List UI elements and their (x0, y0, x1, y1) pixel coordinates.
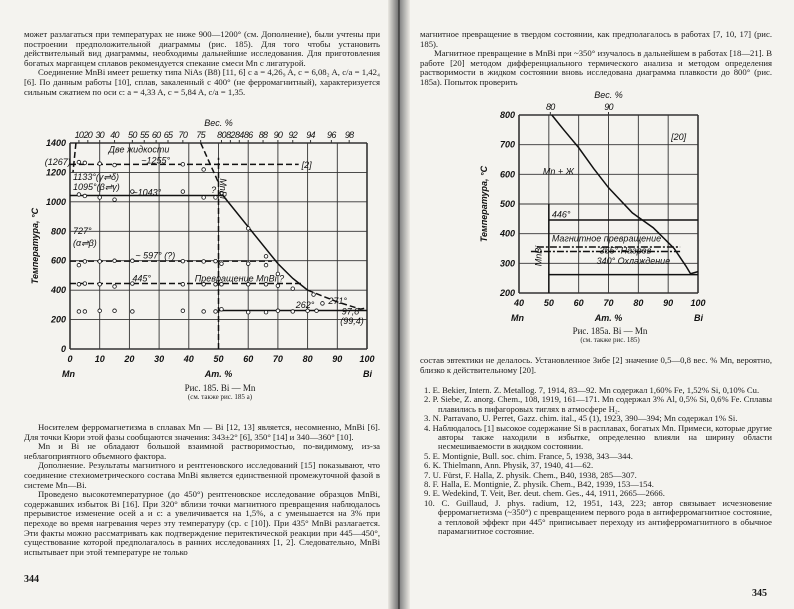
reference-item: 1. E. Bekier, Intern. Z. Metallog. 7, 1914, 83—92. Mn содержал 1,60% Fe, 1,52% Si, 0,10% Cu. (424, 385, 760, 395)
data-point (83, 310, 87, 314)
y-tick-label: 600 (499, 169, 515, 180)
top-tick-label: 70 (178, 130, 188, 140)
data-point (131, 259, 135, 263)
data-point (77, 193, 81, 197)
top-tick-label: 86 (243, 130, 253, 140)
y-axis-title: Температура, °C (479, 165, 489, 243)
x-tick-label: 60 (573, 298, 584, 308)
top-tick-label: 80 (217, 130, 226, 140)
x-tick-label: 100 (690, 298, 706, 308)
y-tick-label: 200 (50, 314, 66, 325)
data-point (113, 285, 117, 289)
caption-sub: (см. также рис. 185) (580, 336, 640, 344)
data-point (246, 262, 250, 266)
y-tick-label: 1200 (45, 167, 66, 178)
data-point (181, 309, 185, 313)
top-tick-label: 60 (151, 130, 161, 140)
data-point (202, 310, 206, 314)
phase-line (201, 143, 219, 183)
data-point (181, 190, 185, 194)
reference-item: 5. E. Montignie, Bull. soc. chim. France, 5, 1938, 343—344. (424, 450, 633, 461)
y-tick-label: 700 (499, 139, 515, 150)
reference-item: 4. Наблюдалось [1] высокое содержание Si в расплавах, богатых Mn. Примеси, которые другие авторы также находили в избытке, определенно влияли на ширину области несмешиваемости в жидком состоянии. (424, 422, 772, 452)
annotation: Магнитное превращение (551, 233, 662, 244)
annotation: ~ 597° (?) (135, 250, 176, 261)
data-point (181, 282, 185, 286)
y-tick-label: 0 (60, 344, 66, 354)
data-point (202, 260, 206, 264)
x-tick-label: 30 (154, 354, 165, 364)
paragraph: магнитное превращение в твердом состоянии, как предполагалось в работах [7, 10, 17] (рис. 185). (420, 29, 772, 49)
chart-bi-mn-185a (410, 0, 794, 340)
reference-item: 6. K. Thielmann, Ann. Physik, 37, 1940, 41—62. (424, 460, 594, 471)
y-tick-label: 800 (50, 226, 66, 237)
x-tick-label: 90 (663, 298, 674, 308)
x-axis-title: Am. % (594, 313, 623, 323)
top-tick-label: 96 (327, 130, 336, 140)
x-tick-label: 0 (67, 354, 73, 364)
x-end-label-mn: Mn (62, 369, 75, 379)
x-tick-label: 40 (183, 354, 194, 364)
data-point (83, 161, 87, 165)
page-number-left: 344 (24, 574, 39, 585)
top-tick-label: 98 (344, 130, 354, 140)
data-point (214, 259, 218, 263)
top-tick-label: 20 (83, 130, 93, 140)
data-point (321, 302, 325, 306)
data-point (83, 282, 87, 286)
left-bottom-text (24, 423, 380, 557)
reference-item: 2. P. Siebe, Z. anorg. Chem., 108, 1919, 161—171. Mn содержал 3% Al, 0,5% Si, 0,6% Fe. Сплавы плавились в пифагоровых тиглях в атмосфере H₂. (424, 394, 772, 414)
reference-item: 9. E. Wedekind, T. Veit, Ber. deut. chem. Ges., 44, 1911, 2665—2666. (424, 488, 665, 499)
top-tick-label: 50 (128, 130, 137, 140)
references-list (424, 386, 772, 537)
caption-title: Рис. 185а. Bi — Mn (572, 326, 648, 336)
data-point (246, 227, 250, 231)
y-tick-label: 600 (50, 255, 66, 266)
figure-185a-caption (500, 326, 720, 344)
top-tick-label: 90 (604, 102, 613, 112)
y-tick-label: 400 (499, 228, 515, 239)
top-tick-label: 88 (258, 130, 268, 140)
paragraph: состав эвтектики не делалось. Установленное Зибе [2] значение 0,5—0,8 вес. % Mn, вероятно, близко к действительному [20]. (420, 355, 772, 375)
caption-sub: (см. также рис. 185 а) (187, 393, 253, 401)
data-point (98, 260, 102, 264)
data-point (264, 263, 268, 267)
annotation: MnBi (217, 178, 228, 199)
data-point (276, 284, 280, 288)
data-point (181, 259, 185, 263)
data-point (291, 287, 295, 291)
data-point (98, 196, 102, 200)
data-point (113, 198, 117, 202)
top-tick-label: 80 (546, 102, 555, 112)
annotation: 271° (328, 296, 348, 307)
right-after-text (420, 356, 772, 375)
x-tick-label: 10 (94, 354, 105, 364)
data-point (77, 282, 81, 286)
x-end-label-bi: Bi (694, 313, 703, 323)
data-point (246, 310, 250, 314)
data-point (77, 263, 81, 267)
annotation: 446° (551, 209, 571, 220)
annotation: Mn + Ж (542, 166, 574, 177)
y-axis-title: Температура, °C (30, 207, 40, 285)
annotation: MnBi (533, 245, 544, 267)
top-tick-label: 84 (234, 130, 244, 140)
top-tick-label: 55 (139, 130, 149, 140)
annotation: [2] (301, 160, 312, 171)
x-tick-label: 50 (543, 298, 554, 308)
data-point (264, 254, 268, 258)
reference-item: 3. N. Parravano, U. Perret, Gazz. chim. ital., 45 (1), 1923, 390—394; Mn содержал 1% Si. (424, 413, 738, 424)
annotation: 355° Нагрев (599, 245, 652, 256)
data-point (264, 310, 268, 314)
y-tick-label: 800 (499, 110, 515, 120)
data-point (77, 310, 81, 314)
data-point (83, 194, 87, 198)
data-point (291, 310, 295, 314)
y-tick-label: 500 (499, 199, 515, 209)
top-tick-label: 90 (273, 130, 283, 140)
data-point (131, 310, 135, 314)
data-point (181, 163, 185, 167)
y-tick-label: 300 (499, 258, 515, 269)
data-point (98, 282, 102, 286)
data-point (315, 309, 319, 313)
annotation: ~1043° (132, 187, 162, 198)
data-point (276, 309, 280, 313)
annotation: 262° (295, 299, 315, 310)
x-tick-label: 100 (359, 354, 375, 364)
page-number-right: 345 (752, 588, 767, 599)
annotation: Две жидкости (108, 144, 170, 155)
data-point (98, 309, 102, 313)
data-point (214, 310, 218, 314)
x-tick-label: 50 (213, 354, 224, 364)
annotation: [20] (671, 132, 687, 143)
x-tick-label: 70 (272, 354, 283, 364)
x-tick-label: 70 (603, 298, 614, 308)
reference-item: 8. F. Halla, E. Montignie, Z. physik. Chem., B42, 1939, 153—154. (424, 479, 654, 490)
top-tick-label: 82 (226, 130, 235, 140)
annotation: (99,4) (340, 315, 364, 326)
paragraph: Соединение MnBi имеет решетку типа NiAs (B8) [11, 6] с a = 4,26₉ A, c = 6,08₂ A, c/a = 1,42₄ [6]. По данным работы [10], сплав, закаленный с 400° (не ферромагнитный), характеризуется сильным сжатием по оси c: a = 4,33 A, c = 5,84 A, c/a = 1,35. (24, 67, 380, 97)
annotation: Превращение MnBi ? (194, 273, 285, 284)
paragraph: Проведено высокотемпературное (до 450°) рентгеновское исследование образцов MnBi, содержавших избыток Bi [16]. При 320° вблизи точки магнитного превращения наблюдалось прерывистое изменение осей a и c: a увеличивается на 1,5%, а c уменьшается на 3% при переходе во время нагревания через эту температуру (ср. с [10]). При 435° MnBi разлагается. Эти факты можно рассматривать как подтверждение перитектической реакции при 445—450°, существование которой предполагалось в ранних исследованиях [1, 2]. Следовательно, MnBi испытывает при этой температуре не только (24, 489, 380, 557)
x-tick-label: 60 (243, 354, 254, 364)
y-tick-label: 1000 (45, 196, 66, 207)
x-end-label-mn: Mn (511, 313, 524, 323)
top-axis-title: Bec. % (594, 90, 623, 100)
top-tick-label: 94 (306, 130, 315, 140)
annotation: 445° (132, 273, 151, 284)
x-tick-label: 90 (332, 354, 343, 364)
annotation: 727° (72, 226, 92, 237)
data-point (113, 259, 117, 263)
top-axis-title: Bec. % (204, 118, 233, 128)
top-tick-label: 75 (196, 130, 205, 140)
annotation: ~1255° (141, 155, 171, 166)
data-point (220, 307, 224, 311)
top-tick-label: 10 (74, 130, 84, 140)
paragraph: Носителем ферромагнетизма в сплавах Mn — Bi [12, 13] является, несомненно, MnBi [6]. Для точки Кюри этой фазы сообщаются значения: 343±2° [6], 350° [14] и 340—360° [10]. (24, 422, 380, 442)
data-point (202, 168, 206, 172)
annotation: 1095°(β⇌γ) (72, 182, 120, 193)
x-axis-title: Am. % (204, 369, 233, 379)
phase-line (73, 143, 76, 172)
reference-item: 10. C. Guillaud, J. phys. radium, 12, 1951, 143, 223; автор связывает исчезновение ферромагнетизма (~350°) с превращением первого рода в антиферромагнитное состояние, а тепловой эффект при 445° приписывает переходу из антиферромагнитного в обычное парамагнитное состояние. (424, 497, 772, 537)
paragraph: может разлагаться при температурах не ниже 900—1200° (см. Дополнение), были учтены при построении предположительной диаграммы (рис. 185). Для того чтобы установить действительный вид диаграммы, необходимы дальнейшие исследования. Для приготовления богатых марганцем сплавов рекомендуется спекание смеси Mn с лигатурой. (24, 29, 380, 68)
chart-bi-mn (0, 0, 394, 400)
data-point (98, 162, 102, 166)
data-point (220, 262, 224, 266)
data-point (312, 293, 316, 297)
annotation: (α⇌β) (72, 238, 97, 248)
x-tick-label: 20 (124, 354, 135, 364)
annotation: 97,8 (341, 306, 360, 317)
caption-title: Рис. 185. Bi — Mn (184, 383, 256, 393)
data-point (113, 163, 117, 167)
y-tick-label: 1400 (45, 138, 66, 148)
reference-item: 7. U. Fürst, F. Halla, Z. physik. Chem., B40, 1938, 285—307. (424, 469, 637, 480)
data-point (214, 196, 218, 200)
x-tick-label: 40 (513, 298, 525, 308)
data-point (77, 160, 81, 164)
annotation: 340° Охлаждение (596, 256, 671, 267)
top-tick-label: 65 (163, 130, 173, 140)
paragraph: Mn и Bi не обладают большой взаимной растворимостью, по-видимому, из-за неблагоприятного объемного фактора. (24, 441, 380, 461)
y-tick-label: 400 (50, 285, 66, 296)
top-tick-label: 92 (288, 130, 298, 140)
x-end-label-bi: Bi (363, 369, 372, 379)
annotation: ? (211, 185, 217, 196)
top-tick-label: 30 (95, 130, 105, 140)
figure-185-caption (60, 383, 380, 401)
top-tick-label: 40 (110, 130, 119, 140)
y-tick-label: 200 (499, 288, 515, 298)
data-point (113, 309, 117, 313)
annotation: (1267) (44, 157, 71, 168)
data-point (202, 196, 206, 200)
data-point (83, 260, 87, 264)
x-tick-label: 80 (302, 354, 313, 364)
paragraph: Дополнение. Результаты магнитного и рентгеновского исследований [15] показывают, что соединение стехиометрического состава MnBi является единственной промежуточной фазой в системе Mn—Bi. (24, 460, 380, 490)
x-tick-label: 80 (633, 298, 644, 308)
annotation: 1133°(γ⇌δ) (72, 171, 119, 182)
paragraph: Магнитное превращение в MnBi при ~350° изучалось в дальнейшем в работах [18—21]. В работе [20] методом дифференциального термического анализа и методом определения растворимости в жидком состоянии вновь исследована диаграмма плавкости до 800° (рис. 185а). Попыток проверить (420, 48, 772, 87)
